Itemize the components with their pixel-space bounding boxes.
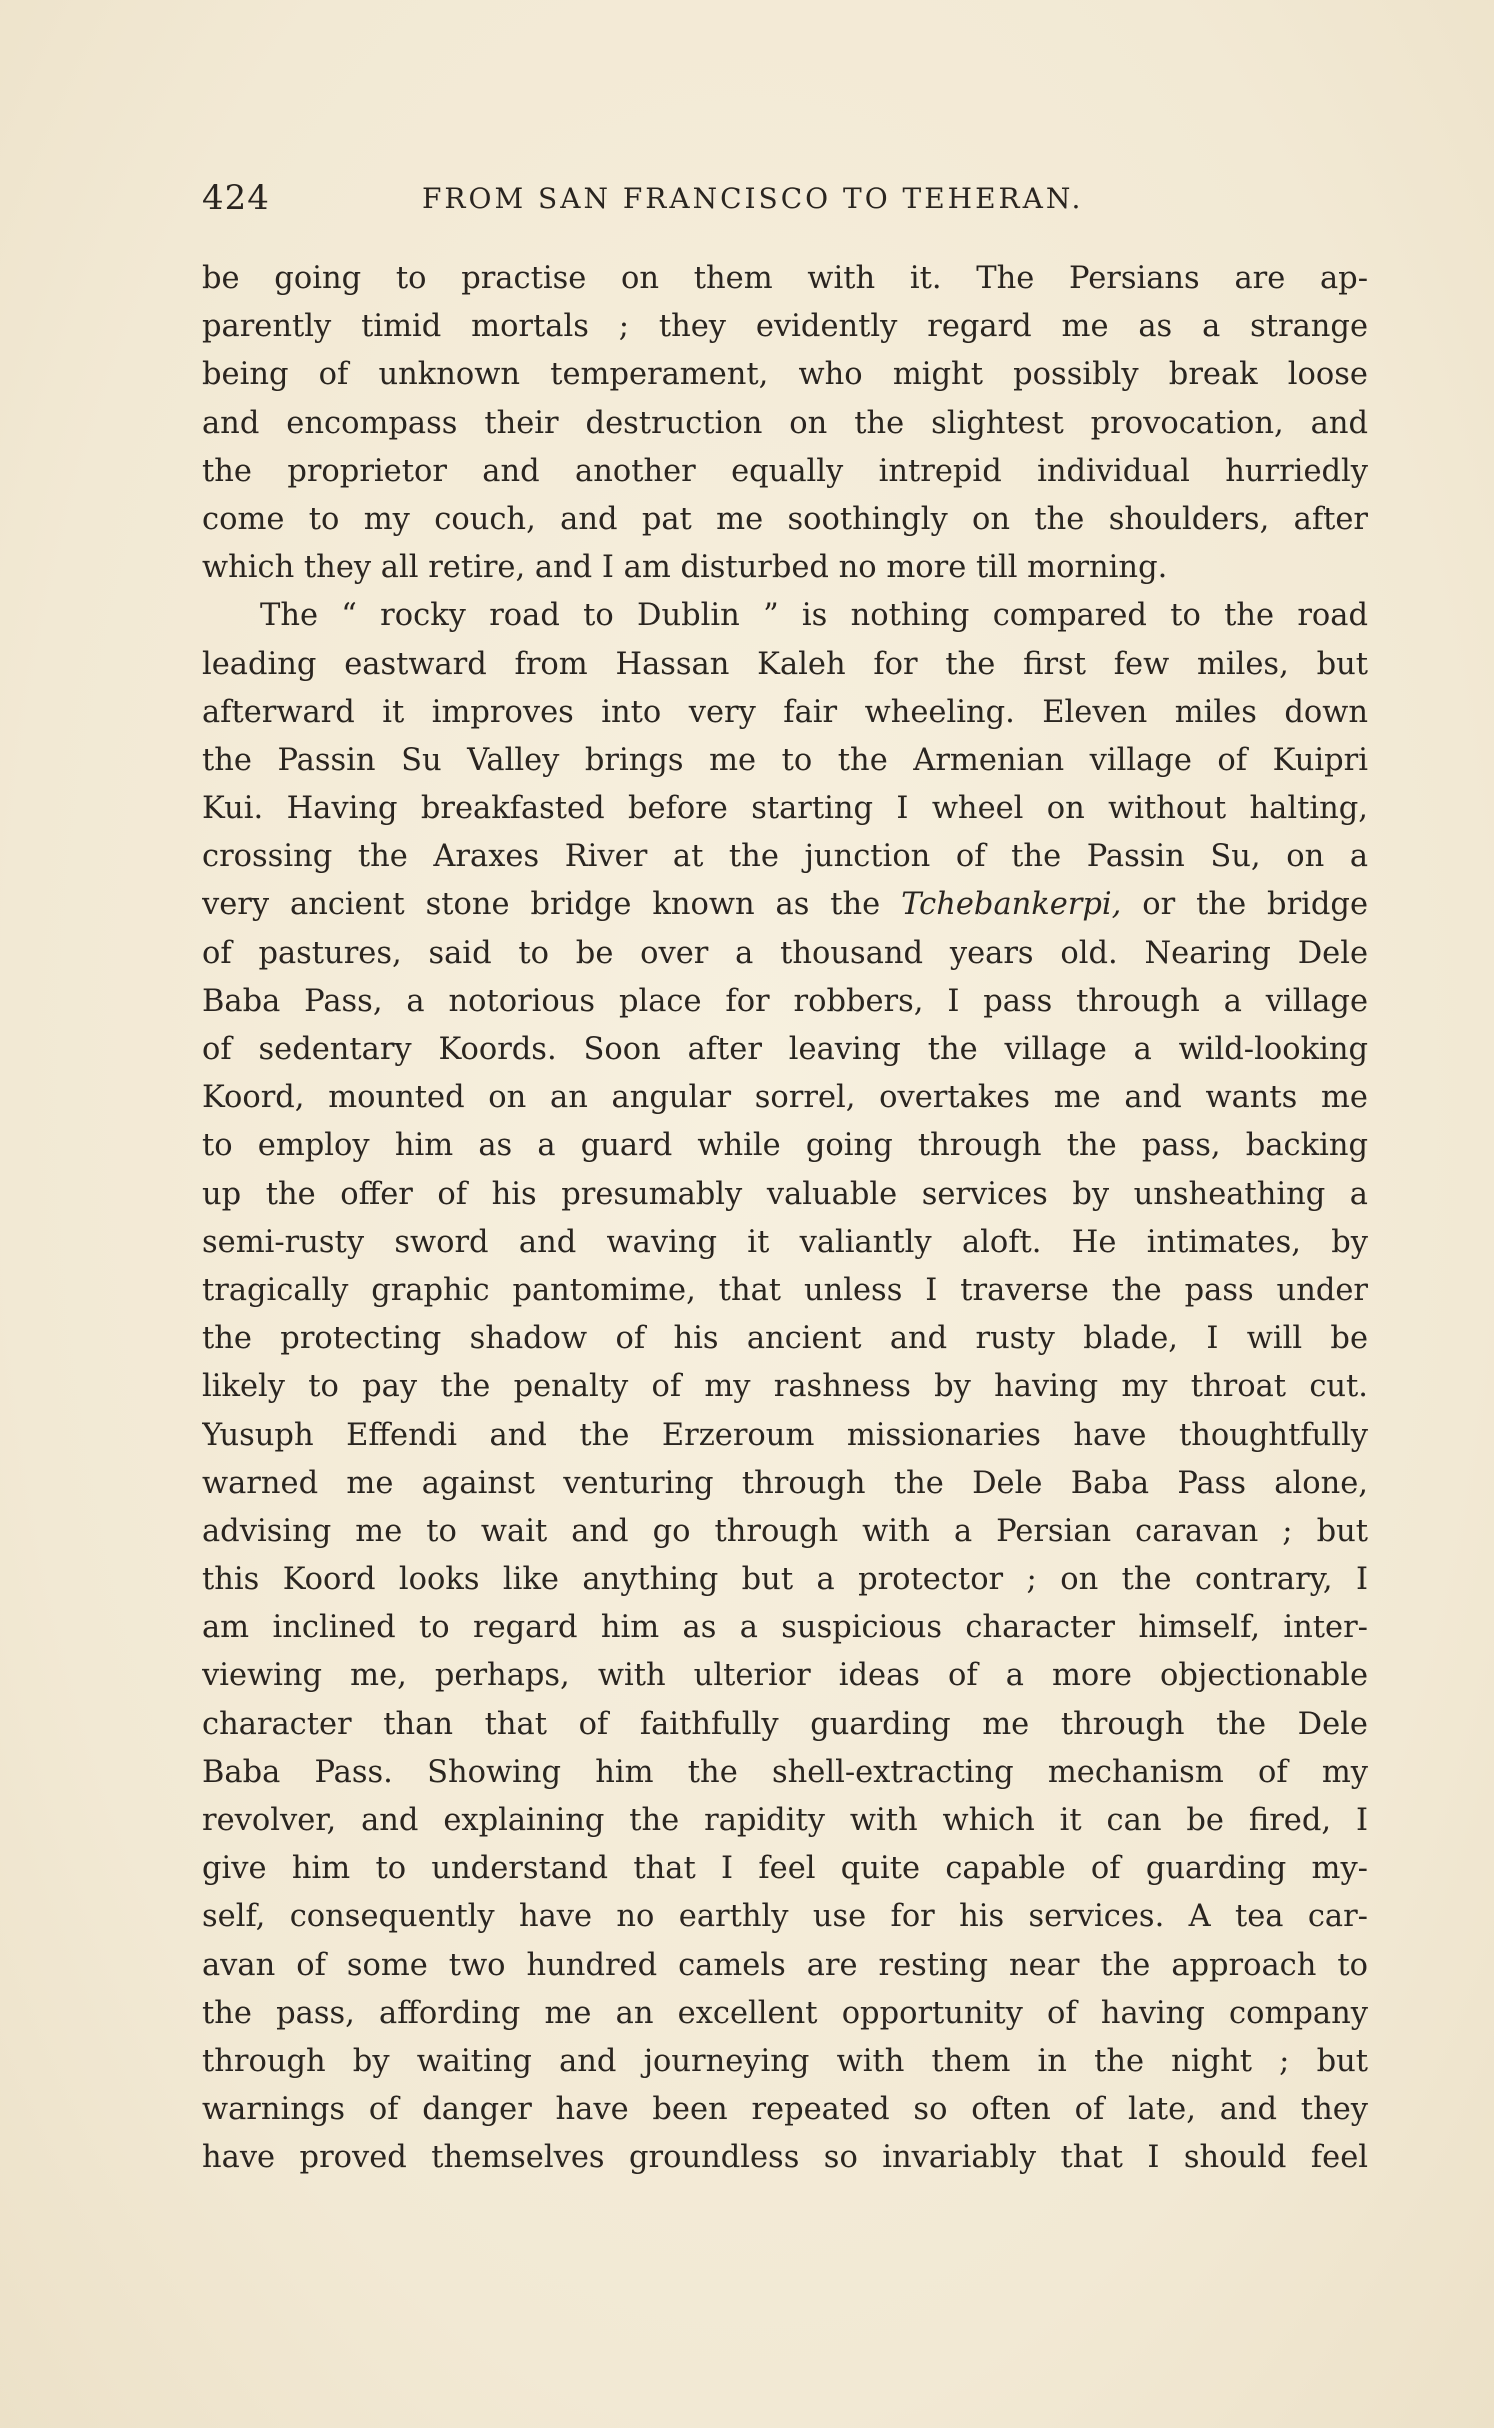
text-line: leading eastward from Hassan Kaleh for the first few miles, but bbox=[202, 646, 1368, 682]
italic-term: Tchebankerpi, bbox=[901, 887, 1122, 923]
text-line: which they all retire, and I am disturbed no more till morning. bbox=[202, 550, 1168, 586]
text-line: being of unknown temperament, who might possibly break loose bbox=[202, 357, 1368, 393]
text-line: the proprietor and another equally intrepid individual hurriedly bbox=[202, 453, 1368, 489]
text-line: to employ him as a guard while going through the pass, backing bbox=[202, 1128, 1368, 1164]
text-line: afterward it improves into very fair wheeling. Eleven miles down bbox=[202, 694, 1368, 730]
text-segment: or the bridge bbox=[1121, 887, 1368, 923]
text-line: am inclined to regard him as a suspicious character himself, inter- bbox=[202, 1610, 1368, 1646]
text-line: through by waiting and journeying with them in the night ; but bbox=[202, 2043, 1368, 2079]
text-line: revolver, and explaining the rapidity with which it can be fired, I bbox=[202, 1803, 1368, 1838]
page-number: 424 bbox=[202, 178, 270, 218]
text-line: Baba Pass. Showing him the shell-extracting mechanism of my bbox=[202, 1754, 1368, 1790]
text-line: semi-rusty sword and waving it valiantly aloft. He intimates, by bbox=[202, 1224, 1368, 1260]
text-line: of pastures, said to be over a thousand years old. Nearing Dele bbox=[202, 935, 1368, 971]
text-line: Kui. Having breakfasted before starting I wheel on without halting, bbox=[202, 791, 1368, 827]
text-line: likely to pay the penalty of my rashness by having my throat cut. bbox=[202, 1369, 1368, 1405]
text-line-paragraph-start: The “ rocky road to Dublin ” is nothing compared to the road bbox=[260, 598, 1368, 634]
text-line: self, consequently have no earthly use for his services. A tea car- bbox=[202, 1899, 1368, 1935]
text-line: come to my couch, and pat me soothingly on the shoulders, after bbox=[202, 501, 1368, 537]
text-line: up the offer of his presumably valuable services by unsheathing a bbox=[202, 1176, 1368, 1212]
text-line: viewing me, perhaps, with ulterior ideas of a more objectionable bbox=[202, 1658, 1368, 1694]
text-line: character than that of faithfully guarding me through the Dele bbox=[202, 1706, 1368, 1742]
text-line: of sedentary Koords. Soon after leaving the village a wild-looking bbox=[202, 1032, 1368, 1067]
text-line-with-italic bbox=[202, 881, 1368, 929]
text-line: avan of some two hundred camels are resting near the approach to bbox=[202, 1947, 1368, 1983]
text-line: and encompass their destruction on the slightest provocation, and bbox=[202, 405, 1368, 441]
text-line: Koord, mounted on an angular sorrel, overtakes me and wants me bbox=[202, 1080, 1368, 1116]
text-line: this Koord looks like anything but a protector ; on the contrary, I bbox=[202, 1562, 1368, 1598]
text-line: warned me against venturing through the Dele Baba Pass alone, bbox=[202, 1465, 1368, 1501]
text-line: tragically graphic pantomime, that unless I traverse the pass under bbox=[202, 1272, 1368, 1308]
text-line: Baba Pass, a notorious place for robbers, I pass through a village bbox=[202, 983, 1368, 1019]
text-line: the pass, affording me an excellent opportunity of having company bbox=[202, 1995, 1368, 2031]
text-line: the Passin Su Valley brings me to the Armenian village of Kuipri bbox=[202, 742, 1368, 778]
text-line: give him to understand that I feel quite capable of guarding my- bbox=[202, 1851, 1368, 1887]
text-line: parently timid mortals ; they evidently regard me as a strange bbox=[202, 309, 1368, 345]
text-line: the protecting shadow of his ancient and rusty blade, I will be bbox=[202, 1321, 1368, 1357]
running-title: FROM SAN FRANCISCO TO TEHERAN. bbox=[422, 182, 1084, 215]
text-line: have proved themselves groundless so invariably that I should feel bbox=[202, 2140, 1368, 2176]
text-line: Yusuph Effendi and the Erzeroum missionaries have thoughtfully bbox=[202, 1417, 1368, 1453]
text-line: warnings of danger have been repeated so often of late, and they bbox=[202, 2092, 1368, 2128]
text-line: be going to practise on them with it. The Persians are ap- bbox=[202, 261, 1368, 296]
text-line: crossing the Araxes River at the junction of the Passin Su, on a bbox=[202, 839, 1368, 875]
body-text bbox=[202, 255, 1368, 2183]
text-line: advising me to wait and go through with a Persian caravan ; but bbox=[202, 1513, 1368, 1549]
running-head bbox=[202, 178, 1212, 228]
text-segment: very ancient stone bridge known as the bbox=[202, 887, 902, 923]
